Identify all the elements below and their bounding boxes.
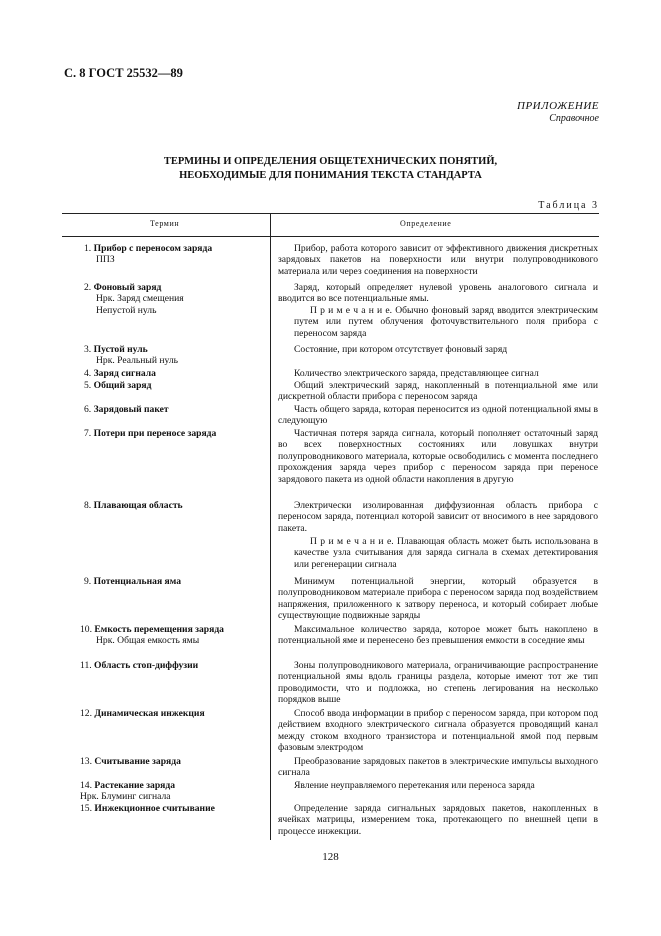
- term-row: [84, 404, 169, 415]
- term-row: [84, 368, 156, 379]
- term-number: 5.: [84, 380, 92, 391]
- definition-text: Явление неуправляемого перетекания или переноса заряда: [294, 780, 535, 791]
- definition-note: П р и м е ч а н и е. Плавающая область может быть использована в качестве узла считывания для заряда сигнала в схемах детектирования или регенерации сигнала: [294, 536, 598, 570]
- term-name: Пустой нуль: [93, 344, 148, 355]
- table-top-rule: [62, 213, 599, 214]
- title-line-2: НЕОБХОДИМЫЕ ДЛЯ ПОНИМАНИЯ ТЕКСТА СТАНДАРТА: [179, 170, 482, 181]
- term-number: 4.: [84, 368, 92, 379]
- definition-text: Состояние, при котором отсутствует фоновый заряд: [294, 344, 508, 355]
- term-number: 10.: [80, 624, 92, 635]
- definition-text: Способ ввода информации в прибор с переносом заряда, при котором под действием входного электрического сигнала образуется проводящий канал между стоком входного транзистора и потенциальной ямой под первым фазовым электродом: [278, 708, 598, 754]
- term-row: [84, 576, 181, 587]
- term-number: 15.: [80, 803, 92, 814]
- term-number: 11.: [80, 660, 92, 671]
- term-row: [84, 243, 212, 254]
- term-synonym: Непустой нуль: [96, 305, 157, 316]
- term-name: Прибор с переносом заряда: [93, 243, 213, 254]
- term-name: Потенциальная яма: [93, 576, 182, 587]
- term-name: Считывание заряда: [94, 756, 181, 767]
- term-name: Потери при переносе заряда: [93, 428, 217, 439]
- definition-text: Зоны полупроводникового материала, ограничивающие распространение потенциальной ямы вдоль границы раздела, которые имеют тот же тип проводимости, что и подложка, но степень легирования на несколько порядков выше: [278, 660, 598, 706]
- term-number: 1.: [84, 243, 92, 254]
- definition-text: Электрически изолированная диффузионная область прибора с переносом заряда, потенциал которой зависит от вносимого в нее зарядового пакета.: [278, 500, 598, 534]
- table-label: Таблица 3: [538, 200, 599, 211]
- term-name: Заряд сигнала: [93, 368, 156, 379]
- term-number: 3.: [84, 344, 92, 355]
- definition-text: Прибор, работа которого зависит от эффективного движения дискретных зарядовых пакетов на поверхности или внутри полупроводникового материала или через соединения на поверхности: [278, 243, 598, 277]
- term-name: Растекание заряда: [94, 780, 176, 791]
- term-row: [84, 500, 183, 511]
- term-name: Область стоп-диффузии: [94, 660, 199, 671]
- definition-text: Максимальное количество заряда, которое может быть накоплено в потенциальной яме и перенесено без превышения емкости в соседние ямы: [278, 624, 598, 647]
- appendix-sublabel: Справочное: [549, 113, 599, 124]
- term-name: Общий заряд: [93, 380, 152, 391]
- term-row: [80, 756, 181, 767]
- title-line-1: ТЕРМИНЫ И ОПРЕДЕЛЕНИЯ ОБЩЕТЕХНИЧЕСКИХ ПОНЯТИЙ,: [163, 156, 498, 167]
- term-synonym: Нрк. Реальный нуль: [96, 355, 179, 366]
- definition-text: Часть общего заряда, которая переносится из одной потенциальной ямы в следующую: [278, 404, 598, 427]
- term-name: Динамическая инжекция: [94, 708, 205, 719]
- definition-text: Минимум потенциальной энергии, который образуется в полупроводниковом материале прибора с переносом заряда под воздействием напряжения, приложенного к затвору переноса, и который собирает любые существующие подвижные заряды: [278, 576, 598, 622]
- page-number: 128: [322, 851, 339, 863]
- term-row: [84, 344, 148, 355]
- term-row: [80, 708, 205, 719]
- term-row: [80, 803, 215, 814]
- term-synonym: Нрк. Общая емкость ямы: [96, 635, 200, 646]
- term-name: Емкость перемещения заряда: [94, 624, 224, 635]
- term-name: Зарядовый пакет: [93, 404, 169, 415]
- term-number: 13.: [80, 756, 92, 767]
- term-number: 9.: [84, 576, 92, 587]
- definition-note: П р и м е ч а н и е. Обычно фоновый заряд вводится электрическим путем или путем облучения фоточувствительного поля прибора с переносом заряда: [294, 305, 598, 339]
- definition-text: Количество электрического заряда, представляющее сигнал: [294, 368, 539, 379]
- term-number: 8.: [84, 500, 92, 511]
- term-number: 14.: [80, 780, 92, 791]
- term-number: 6.: [84, 404, 92, 415]
- term-row: [80, 780, 175, 791]
- column-header-definition: Определение: [400, 219, 452, 228]
- term-synonym: Нрк. Блуминг сигнала: [80, 791, 171, 802]
- definition-text: Частичная потеря заряда сигнала, который пополняет остаточный заряд во всех поверхностных состояниях или ловушках внутри полупроводникового материала, которые освободились с момента последнего прохождения заряда через прибор с переносом заряда при переносе зарядового пакета из одной области накопления в другую: [278, 428, 598, 485]
- definition-text: Определение заряда сигнальных зарядовых пакетов, накопленных в ячейках матрицы, измерением тока, протекающего по внешней цепи в процессе инжекции.: [278, 803, 598, 837]
- definition-text: Преобразование зарядовых пакетов в электрические импульсы выходного сигнала: [278, 756, 598, 779]
- term-row: [80, 624, 224, 635]
- term-synonym: Нрк. Заряд смещения: [96, 293, 184, 304]
- term-number: 2.: [84, 282, 92, 293]
- term-row: [80, 660, 198, 671]
- term-name: Плавающая область: [93, 500, 183, 511]
- table-header-rule: [62, 236, 599, 237]
- term-name: Фоновый заряд: [93, 282, 162, 293]
- column-divider: [270, 213, 271, 840]
- appendix-label: ПРИЛОЖЕНИЕ: [517, 100, 599, 112]
- definition-text: Общий электрический заряд, накопленный в потенциальной яме или дискретной области прибора с переносом заряда: [278, 380, 598, 403]
- term-number: 12.: [80, 708, 92, 719]
- term-name: Инжекционное считывание: [94, 803, 215, 814]
- term-row: [84, 428, 216, 439]
- term-synonym: ППЗ: [96, 254, 115, 265]
- definition-text: Заряд, который определяет нулевой уровень аналогового сигнала и вводится во все потенциальные ямы.: [278, 282, 598, 305]
- column-header-term: Термин: [150, 219, 180, 228]
- page-header: С. 8 ГОСТ 25532—89: [64, 66, 183, 80]
- term-row: [84, 380, 151, 391]
- term-number: 7.: [84, 428, 92, 439]
- term-row: [84, 282, 161, 293]
